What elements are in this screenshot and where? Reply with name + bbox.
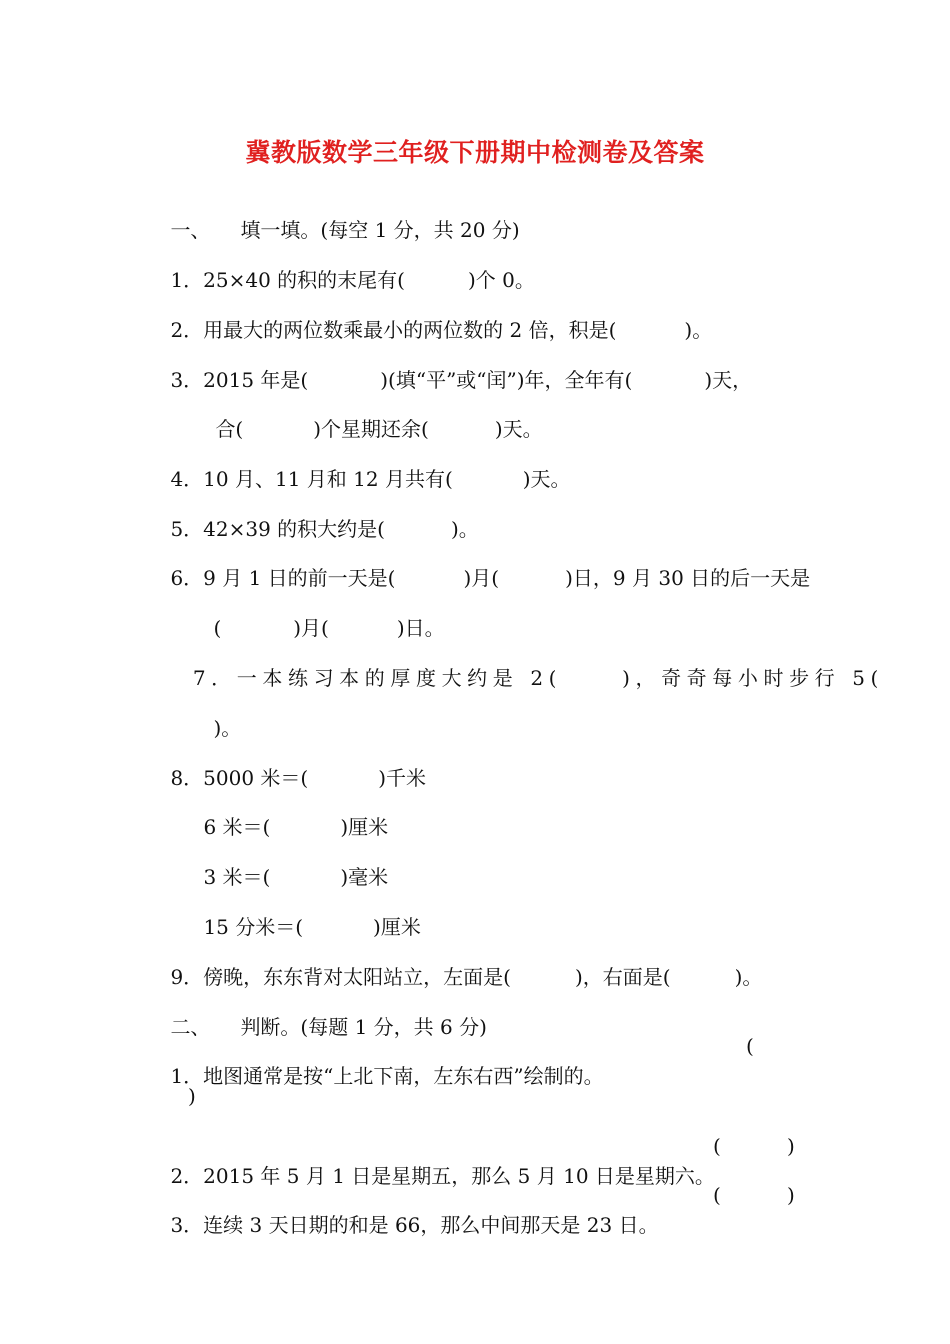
- section-1-heading: [145, 185, 520, 242]
- section-1-number: 一、: [170, 218, 211, 242]
- q6-text-c: )日，9 月 30 日的后一天是: [565, 566, 811, 590]
- question-3-cont: [190, 384, 543, 441]
- question-8-b: [178, 782, 389, 839]
- q6-text-e: )月(: [293, 616, 329, 640]
- q8-text-d1: 15 分米＝(: [203, 915, 304, 939]
- question-6: [145, 533, 811, 590]
- j3-close-paren: ): [787, 1183, 795, 1207]
- question-1: [145, 235, 535, 292]
- judgment-3: [145, 1180, 659, 1237]
- q9-text-a: 9．傍晚，东东背对太阳站立，左面是(: [170, 965, 511, 989]
- q2-text-b: )。: [684, 318, 713, 342]
- q7-text-c: )。: [213, 716, 242, 740]
- q6-text-a: 6．9 月 1 日的前一天是(: [170, 566, 396, 590]
- q8-text-c2: )毫米: [340, 865, 389, 889]
- q2-text-a: 2．用最大的两位数乘最小的两位数的 2 倍，积是(: [170, 318, 617, 342]
- q6-text-b: )月(: [463, 566, 500, 590]
- q4-text-b: )天。: [522, 467, 571, 491]
- section-1-text: 填一填。(每空 1 分，共 20 分): [240, 218, 520, 242]
- q3-text-a: 3．2015 年是(: [170, 368, 309, 392]
- judgment-2: [145, 1131, 715, 1188]
- judgment-1: [145, 1031, 604, 1088]
- j2-open-paren: (: [713, 1134, 721, 1158]
- q3-text-e: )个星期还余(: [313, 417, 429, 441]
- section-2-heading: [145, 982, 487, 1039]
- question-8-c: [178, 832, 389, 889]
- j2-close-paren: ): [787, 1134, 795, 1158]
- question-8: [145, 733, 427, 790]
- j3-text: 3．连续 3 天日期的和是 66，那么中间那天是 23 日。: [170, 1213, 659, 1237]
- q8-text-a1: 8．5000 米＝(: [170, 766, 309, 790]
- section-2-text: 判断。(每题 1 分，共 6 分): [240, 1015, 487, 1039]
- q1-text-a: 1．25×40 的积的末尾有(: [170, 268, 405, 292]
- q8-text-d2: )厘米: [373, 915, 421, 939]
- q3-text-f: )天。: [494, 417, 543, 441]
- question-7-cont: [188, 683, 242, 740]
- q3-text-c: )天，: [704, 368, 753, 392]
- q8-text-b1: 6 米＝(: [203, 815, 271, 839]
- question-6-cont: [188, 583, 445, 640]
- question-4: [145, 434, 571, 491]
- q6-text-d: (: [213, 616, 222, 640]
- q1-text-b: )个 0。: [467, 268, 535, 292]
- q7-text-a: 7．一本练习本的厚度大约是 2(: [192, 666, 563, 690]
- q3-text-b: )(填“平”或“闰”)年，全年有(: [380, 368, 633, 392]
- q4-text-a: 4．10 月、11 月和 12 月共有(: [170, 467, 453, 491]
- j3-open-paren: (: [713, 1183, 721, 1207]
- section-2-number: 二、: [170, 1015, 211, 1039]
- q3-text-d: 合(: [215, 417, 244, 441]
- q5-text-b: )。: [450, 517, 479, 541]
- question-3: [145, 335, 753, 392]
- q8-text-a2: )千米: [378, 766, 427, 790]
- question-9: [145, 932, 763, 989]
- q5-text-a: 5．42×39 的积大约是(: [170, 517, 385, 541]
- q9-text-c: )。: [734, 965, 763, 989]
- q8-text-c1: 3 米＝(: [203, 865, 271, 889]
- q7-text-b: )，奇奇每小时步行 5(: [622, 666, 884, 690]
- question-5: [145, 484, 479, 541]
- j1-text: 1．地图通常是按“上北下南，左东右西”绘制的。: [170, 1064, 604, 1088]
- question-7: [145, 633, 884, 690]
- question-2: [145, 285, 713, 342]
- j1-close-paren: ): [188, 1084, 196, 1108]
- j1-open-paren: (: [746, 1034, 754, 1058]
- j2-text: 2．2015 年 5 月 1 日是星期五，那么 5 月 10 日是星期六。: [170, 1164, 715, 1188]
- q8-text-b2: )厘米: [340, 815, 389, 839]
- q6-text-f: )日。: [396, 616, 445, 640]
- question-8-d: [178, 882, 421, 939]
- q9-text-b: )，右面是(: [574, 965, 671, 989]
- page-title: 冀教版数学三年级下册期中检测卷及答案: [245, 138, 705, 167]
